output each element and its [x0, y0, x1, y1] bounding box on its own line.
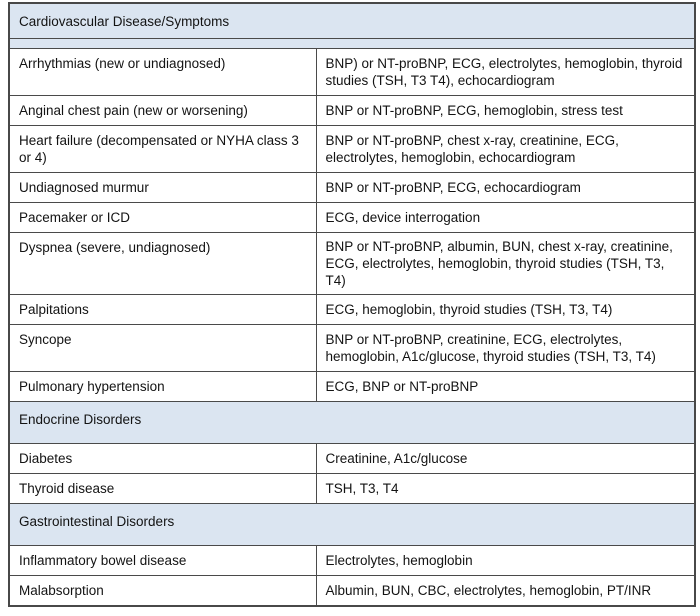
- tests-cell: BNP or NT-proBNP, ECG, echocardiogram: [316, 173, 695, 203]
- condition-cell: Anginal chest pain (new or worsening): [9, 96, 316, 126]
- condition-cell: Heart failure (decompensated or NYHA class 3 or 4): [9, 126, 316, 173]
- table-row: [9, 576, 695, 607]
- condition-cell: Undiagnosed murmur: [9, 173, 316, 203]
- tests-cell: BNP or NT-proBNP, ECG, hemoglobin, stress test: [316, 96, 695, 126]
- table-row: [9, 372, 695, 402]
- condition-cell: Malabsorption: [9, 576, 316, 607]
- condition-cell: Syncope: [9, 325, 316, 372]
- tests-cell: BNP or NT-proBNP, chest x-ray, creatinine, ECG, electrolytes, hemoglobin, echocardiogram: [316, 126, 695, 173]
- tests-cell: TSH, T3, T4: [316, 474, 695, 504]
- section-title-cardiovascular: Cardiovascular Disease/Symptoms: [9, 3, 695, 39]
- tests-cell: ECG, BNP or NT-proBNP: [316, 372, 695, 402]
- table-row: [9, 546, 695, 576]
- table-row: [9, 474, 695, 504]
- condition-cell: Pulmonary hypertension: [9, 372, 316, 402]
- tests-cell: Albumin, BUN, CBC, electrolytes, hemoglobin, PT/INR: [316, 576, 695, 607]
- table-row: [9, 49, 695, 96]
- tests-cell: ECG, hemoglobin, thyroid studies (TSH, T3, T4): [316, 295, 695, 325]
- table-row: [9, 233, 695, 295]
- table-row: [9, 173, 695, 203]
- table-row: [9, 126, 695, 173]
- condition-cell: Dyspnea (severe, undiagnosed): [9, 233, 316, 295]
- condition-cell: Diabetes: [9, 444, 316, 474]
- diagnostic-tests-table: [8, 2, 696, 607]
- tests-cell: ECG, device interrogation: [316, 203, 695, 233]
- condition-cell: Arrhythmias (new or undiagnosed): [9, 49, 316, 96]
- condition-cell: Inflammatory bowel disease: [9, 546, 316, 576]
- condition-cell: Thyroid disease: [9, 474, 316, 504]
- table-row: [9, 325, 695, 372]
- section-header-row: [9, 3, 695, 39]
- tests-cell: Creatinine, A1c/glucose: [316, 444, 695, 474]
- table-row: [9, 444, 695, 474]
- table-row: [9, 295, 695, 325]
- table-row: [9, 203, 695, 233]
- tests-cell: Electrolytes, hemoglobin: [316, 546, 695, 576]
- table-row: [9, 96, 695, 126]
- tests-cell: BNP or NT-proBNP, creatinine, ECG, electrolytes, hemoglobin, A1c/glucose, thyroid studies (TSH, T3, T4): [316, 325, 695, 372]
- section-header-spacer: [9, 39, 695, 49]
- section-header-row: [9, 402, 695, 444]
- tests-cell: BNP or NT-proBNP, albumin, BUN, chest x-ray, creatinine, ECG, electrolytes, hemoglobin, thyroid studies (TSH, T3, T4): [316, 233, 695, 295]
- section-title-gastrointestinal: Gastrointestinal Disorders: [9, 504, 695, 546]
- tests-cell: BNP) or NT-proBNP, ECG, electrolytes, hemoglobin, thyroid studies (TSH, T3 T4), echocardiogram: [316, 49, 695, 96]
- condition-cell: Pacemaker or ICD: [9, 203, 316, 233]
- condition-cell: Palpitations: [9, 295, 316, 325]
- section-title-endocrine: Endocrine Disorders: [9, 402, 695, 444]
- section-header-row: [9, 504, 695, 546]
- spacer-cell: [9, 39, 695, 49]
